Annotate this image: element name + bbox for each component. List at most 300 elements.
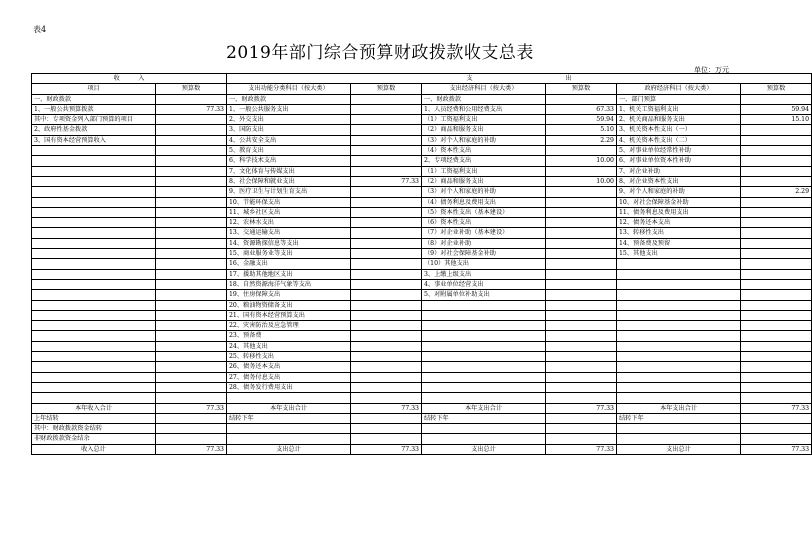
item-name-cell: 10、节能环保支出 (227, 197, 351, 207)
budget-amount-cell (351, 393, 422, 403)
item-name-cell (32, 393, 156, 403)
item-name-cell: （4）资本性支出 (422, 146, 546, 156)
col-header-budget: 预算数 (546, 84, 617, 94)
budget-amount-cell (546, 310, 617, 320)
item-name-cell: 4、公共安全支出 (227, 135, 351, 145)
item-name-cell: 12、债务还本支出 (617, 218, 741, 228)
table-row (32, 207, 812, 217)
budget-amount-cell (741, 238, 812, 248)
item-name-cell (227, 393, 351, 403)
budget-amount-cell (156, 362, 227, 372)
budget-amount-cell (351, 310, 422, 320)
budget-amount-cell (351, 104, 422, 114)
budget-amount-cell (156, 310, 227, 320)
item-name-cell: 一、财政拨款 (227, 94, 351, 104)
item-name-cell: 非财政拨款资金结余 (32, 434, 156, 444)
item-name-cell (32, 146, 156, 156)
item-name-cell: 2、机关商品和服务支出 (617, 115, 741, 125)
table-row (32, 259, 812, 269)
item-name-cell (32, 310, 156, 320)
budget-amount-cell (741, 279, 812, 289)
item-name-cell: 7、对企业补助 (617, 166, 741, 176)
item-name-cell (617, 382, 741, 392)
budget-amount-cell: 59.94 (546, 115, 617, 125)
item-name-cell: 本年支出合计 (617, 403, 741, 413)
item-name-cell (617, 352, 741, 362)
budget-amount-cell (546, 249, 617, 259)
item-name-cell (227, 424, 351, 434)
col-header-budget: 预算数 (156, 84, 227, 94)
item-name-cell: 9、医疗卫生与计划生育支出 (227, 187, 351, 197)
budget-amount-cell: 5.10 (546, 125, 617, 135)
budget-amount-cell (156, 187, 227, 197)
item-name-cell (32, 238, 156, 248)
table-row (32, 228, 812, 238)
budget-amount-cell (741, 135, 812, 145)
table-row (32, 321, 812, 331)
item-name-cell: 14、资源勘探信息等支出 (227, 238, 351, 248)
item-name-cell (32, 341, 156, 351)
item-name-cell (422, 331, 546, 341)
item-name-cell: 15、商业服务业等支出 (227, 249, 351, 259)
budget-amount-cell: 77.33 (156, 104, 227, 114)
table-row (32, 125, 812, 135)
item-name-cell: （10）其他支出 (422, 259, 546, 269)
budget-amount-cell (156, 434, 227, 444)
budget-amount-cell (741, 156, 812, 166)
table-row (32, 352, 812, 362)
budget-amount-cell (741, 269, 812, 279)
budget-amount-cell (351, 413, 422, 423)
budget-amount-cell (546, 197, 617, 207)
budget-amount-cell (156, 269, 227, 279)
budget-amount-cell (351, 424, 422, 434)
item-name-cell (422, 362, 546, 372)
item-name-cell (32, 331, 156, 341)
item-name-cell (617, 424, 741, 434)
item-name-cell: 13、转移性支出 (617, 228, 741, 238)
budget-amount-cell (351, 331, 422, 341)
table-row (32, 362, 812, 372)
budget-amount-cell: 77.33 (741, 444, 812, 454)
budget-amount-cell (546, 146, 617, 156)
item-name-cell: 其中：财政拨款资金结转 (32, 424, 156, 434)
item-name-cell: 11、债务利息及费用支出 (617, 207, 741, 217)
table-row (32, 382, 812, 392)
item-name-cell (617, 259, 741, 269)
table-row (32, 156, 812, 166)
budget-amount-cell (156, 135, 227, 145)
item-name-cell: 5、对事业单位经常性补助 (617, 146, 741, 156)
item-name-cell: （4）债务利息及费用支出 (422, 197, 546, 207)
item-name-cell: 11、城乡社区支出 (227, 207, 351, 217)
item-name-cell (422, 341, 546, 351)
budget-amount-cell (351, 341, 422, 351)
budget-amount-cell (546, 238, 617, 248)
budget-amount-cell (156, 290, 227, 300)
budget-amount-cell (351, 156, 422, 166)
budget-amount-cell (546, 300, 617, 310)
item-name-cell: 1、一般公共预算拨款 (32, 104, 156, 114)
item-name-cell: 2、政府性基金拨款 (32, 125, 156, 135)
item-name-cell: 结转下年 (422, 413, 546, 423)
budget-amount-cell (351, 125, 422, 135)
budget-amount-cell (741, 94, 812, 104)
item-name-cell: 19、住房保障支出 (227, 290, 351, 300)
column-header-row (32, 84, 812, 94)
budget-amount-cell (546, 94, 617, 104)
item-name-cell (32, 382, 156, 392)
table-row (32, 176, 812, 186)
table-row (32, 94, 812, 104)
item-name-cell (617, 290, 741, 300)
item-name-cell: 支出总计 (422, 444, 546, 454)
budget-amount-cell (546, 259, 617, 269)
budget-amount-cell (156, 424, 227, 434)
table-row (32, 104, 812, 114)
item-name-cell: 13、交通运输支出 (227, 228, 351, 238)
budget-amount-cell (351, 352, 422, 362)
budget-amount-cell (546, 341, 617, 351)
budget-amount-cell (741, 300, 812, 310)
budget-amount-cell (741, 382, 812, 392)
item-name-cell (32, 362, 156, 372)
table-row (32, 166, 812, 176)
budget-amount-cell (741, 393, 812, 403)
item-name-cell (422, 434, 546, 444)
budget-amount-cell (741, 259, 812, 269)
item-name-cell (32, 207, 156, 217)
budget-amount-cell (156, 94, 227, 104)
budget-amount-cell (351, 228, 422, 238)
budget-amount-cell (546, 321, 617, 331)
item-name-cell: （6）资本性支出 (422, 218, 546, 228)
item-name-cell (617, 331, 741, 341)
item-name-cell (32, 321, 156, 331)
item-name-cell (32, 187, 156, 197)
item-name-cell: （1）工资福利支出 (422, 166, 546, 176)
budget-amount-cell (741, 146, 812, 156)
item-name-cell: 结转下年 (617, 413, 741, 423)
item-name-cell (32, 197, 156, 207)
item-name-cell: （3）对个人和家庭的补助 (422, 187, 546, 197)
table-row (32, 146, 812, 156)
budget-amount-cell: 59.94 (741, 104, 812, 114)
item-name-cell: 27、债务付息支出 (227, 372, 351, 382)
table-row (32, 331, 812, 341)
item-name-cell: 20、粮油物资储备支出 (227, 300, 351, 310)
budget-amount-cell: 10.00 (546, 176, 617, 186)
table-row (32, 300, 812, 310)
budget-amount-cell: 2.29 (741, 187, 812, 197)
budget-amount-cell (351, 218, 422, 228)
budget-amount-cell (351, 382, 422, 392)
budget-amount-cell: 77.33 (741, 403, 812, 413)
budget-amount-cell (351, 362, 422, 372)
item-name-cell: （2）商品和服务支出 (422, 125, 546, 135)
budget-amount-cell (546, 207, 617, 217)
item-name-cell: 本年收入合计 (32, 403, 156, 413)
item-name-cell: 12、农林水支出 (227, 218, 351, 228)
budget-amount-cell (156, 218, 227, 228)
item-name-cell (617, 310, 741, 320)
item-name-cell (617, 434, 741, 444)
item-name-cell: 3、上缴上级支出 (422, 269, 546, 279)
item-name-cell (227, 434, 351, 444)
budget-amount-cell (156, 321, 227, 331)
item-name-cell: 25、转移性支出 (227, 352, 351, 362)
table-row (32, 197, 812, 207)
budget-amount-cell (351, 290, 422, 300)
col-header-gov: 政府经济科目（按大类） (617, 84, 741, 94)
table-row (32, 290, 812, 300)
item-name-cell (422, 300, 546, 310)
item-name-cell (32, 228, 156, 238)
budget-table (31, 73, 812, 455)
item-name-cell: 上年结转 (32, 413, 156, 423)
item-name-cell: 收入总计 (32, 444, 156, 454)
item-name-cell (617, 269, 741, 279)
item-name-cell (32, 290, 156, 300)
budget-amount-cell (156, 166, 227, 176)
budget-amount-cell (156, 300, 227, 310)
item-name-cell: 3、机关资本性支出（一） (617, 125, 741, 135)
table-row (32, 424, 812, 434)
item-name-cell: 10、对社会保障基金补助 (617, 197, 741, 207)
budget-amount-cell (546, 362, 617, 372)
budget-amount-cell (546, 434, 617, 444)
budget-amount-cell (156, 413, 227, 423)
item-name-cell (422, 382, 546, 392)
budget-amount-cell (741, 125, 812, 135)
section-header-row (32, 74, 812, 84)
budget-amount-cell (741, 228, 812, 238)
table-row (32, 444, 812, 454)
table-row (32, 269, 812, 279)
budget-amount-cell (546, 279, 617, 289)
budget-amount-cell (156, 382, 227, 392)
budget-amount-cell (741, 331, 812, 341)
budget-amount-cell (741, 321, 812, 331)
item-name-cell: 1、机关工资福利支出 (617, 104, 741, 114)
budget-amount-cell (351, 300, 422, 310)
col-header-budget: 预算数 (351, 84, 422, 94)
item-name-cell: 一、部门预算 (617, 94, 741, 104)
item-name-cell: （8）对企业补助 (422, 238, 546, 248)
item-name-cell (32, 166, 156, 176)
table-row (32, 341, 812, 351)
table-row (32, 249, 812, 259)
budget-amount-cell (156, 393, 227, 403)
item-name-cell: 本年支出合计 (422, 403, 546, 413)
budget-amount-cell (546, 331, 617, 341)
budget-amount-cell (351, 197, 422, 207)
budget-amount-cell (546, 187, 617, 197)
table-body (32, 74, 812, 455)
item-name-cell (32, 156, 156, 166)
budget-amount-cell: 77.33 (546, 444, 617, 454)
item-name-cell: （7）对企业补助（基本建设） (422, 228, 546, 238)
item-name-cell: 18、自然资源海洋气象等支出 (227, 279, 351, 289)
budget-amount-cell (741, 249, 812, 259)
item-name-cell: 14、预备费及预留 (617, 238, 741, 248)
expense-header: 支 出 (227, 74, 812, 84)
page-title: 2019年部门综合预算财政拨款收支总表 (226, 43, 534, 63)
budget-amount-cell (351, 434, 422, 444)
item-name-cell: 8、社会保障和就业支出 (227, 176, 351, 186)
budget-amount-cell: 77.33 (156, 403, 227, 413)
budget-amount-cell (741, 341, 812, 351)
table-row (32, 187, 812, 197)
budget-amount-cell: 77.33 (351, 444, 422, 454)
col-header-func: 支出功能分类科目（按大类） (227, 84, 351, 94)
item-name-cell (422, 352, 546, 362)
budget-amount-cell (741, 413, 812, 423)
table-row (32, 413, 812, 423)
col-header-budget: 预算数 (741, 84, 812, 94)
item-name-cell: （9）对社会保障基金补助 (422, 249, 546, 259)
item-name-cell: 6、科学技术支出 (227, 156, 351, 166)
item-name-cell: 3、国防支出 (227, 125, 351, 135)
budget-amount-cell (546, 393, 617, 403)
item-name-cell: 15、其他支出 (617, 249, 741, 259)
item-name-cell (617, 393, 741, 403)
col-header-econ: 支出经济科目（按大类） (422, 84, 546, 94)
item-name-cell: 24、其他支出 (227, 341, 351, 351)
item-name-cell (32, 269, 156, 279)
budget-amount-cell: 67.33 (546, 104, 617, 114)
income-header: 收 入 (32, 74, 227, 84)
budget-amount-cell (156, 331, 227, 341)
budget-amount-cell (156, 238, 227, 248)
item-name-cell (617, 300, 741, 310)
item-name-cell: 4、机关资本性支出（二） (617, 135, 741, 145)
budget-amount-cell (156, 146, 227, 156)
table-row (32, 135, 812, 145)
budget-amount-cell (156, 259, 227, 269)
item-name-cell (32, 259, 156, 269)
budget-amount-cell (741, 424, 812, 434)
item-name-cell (32, 372, 156, 382)
budget-amount-cell (156, 115, 227, 125)
item-name-cell: 6、对事业单位资本性补助 (617, 156, 741, 166)
budget-amount-cell (351, 249, 422, 259)
item-name-cell (617, 321, 741, 331)
budget-amount-cell (741, 310, 812, 320)
budget-amount-cell (351, 187, 422, 197)
item-name-cell: 23、预备费 (227, 331, 351, 341)
budget-amount-cell (741, 290, 812, 300)
budget-amount-cell (741, 197, 812, 207)
item-name-cell: （5）资本性支出（基本建设） (422, 207, 546, 217)
table-row (32, 238, 812, 248)
budget-amount-cell (351, 94, 422, 104)
budget-amount-cell: 77.33 (351, 176, 422, 186)
table-row (32, 393, 812, 403)
table-row (32, 434, 812, 444)
budget-amount-cell (741, 362, 812, 372)
item-name-cell: （3）对个人和家庭的补助 (422, 135, 546, 145)
item-name-cell: 一、财政拨款 (32, 94, 156, 104)
budget-amount-cell (351, 321, 422, 331)
budget-amount-cell (546, 352, 617, 362)
item-name-cell: 3、国有资本经营预算收入 (32, 135, 156, 145)
table-row (32, 218, 812, 228)
item-name-cell: 4、事业单位经营支出 (422, 279, 546, 289)
budget-amount-cell (156, 228, 227, 238)
budget-amount-cell (156, 197, 227, 207)
item-name-cell: 28、债务发行费用支出 (227, 382, 351, 392)
budget-amount-cell (156, 176, 227, 186)
budget-amount-cell: 77.33 (156, 444, 227, 454)
item-name-cell (617, 341, 741, 351)
item-name-cell: 2、专项经费支出 (422, 156, 546, 166)
budget-amount-cell: 10.00 (546, 156, 617, 166)
budget-amount-cell (156, 279, 227, 289)
item-name-cell: 21、国有资本经营预算支出 (227, 310, 351, 320)
budget-amount-cell (741, 352, 812, 362)
item-name-cell: 结转下年 (227, 413, 351, 423)
budget-amount-cell (546, 372, 617, 382)
budget-amount-cell (351, 115, 422, 125)
item-name-cell (32, 176, 156, 186)
budget-amount-cell (351, 135, 422, 145)
budget-amount-cell: 15.10 (741, 115, 812, 125)
unit-label: 单位：万元 (694, 66, 729, 74)
item-name-cell: 1、人员经费和公用经费支出 (422, 104, 546, 114)
budget-amount-cell (546, 228, 617, 238)
item-name-cell: 17、援助其他地区支出 (227, 269, 351, 279)
budget-amount-cell (546, 166, 617, 176)
budget-amount-cell: 2.29 (546, 135, 617, 145)
budget-amount-cell (156, 352, 227, 362)
item-name-cell: 7、文化体育与传媒支出 (227, 166, 351, 176)
budget-amount-cell (741, 218, 812, 228)
budget-amount-cell (546, 413, 617, 423)
item-name-cell (422, 310, 546, 320)
budget-amount-cell (351, 259, 422, 269)
item-name-cell: 5、对附属单位补助支出 (422, 290, 546, 300)
item-name-cell: 22、灾害防治及应急管理 (227, 321, 351, 331)
budget-amount-cell (351, 207, 422, 217)
budget-amount-cell (741, 434, 812, 444)
budget-amount-cell (546, 269, 617, 279)
item-name-cell (32, 352, 156, 362)
table-row (32, 310, 812, 320)
item-name-cell (617, 372, 741, 382)
budget-amount-cell (351, 166, 422, 176)
budget-amount-cell (351, 146, 422, 156)
item-name-cell: 一、财政拨款 (422, 94, 546, 104)
item-name-cell (422, 393, 546, 403)
table-number-label: 表4 (33, 25, 47, 34)
table-row (32, 372, 812, 382)
table-row (32, 403, 812, 413)
budget-amount-cell (351, 279, 422, 289)
budget-amount-cell (546, 424, 617, 434)
item-name-cell (32, 300, 156, 310)
budget-amount-cell (156, 341, 227, 351)
item-name-cell (32, 218, 156, 228)
item-name-cell: 支出总计 (617, 444, 741, 454)
item-name-cell: 26、债务还本支出 (227, 362, 351, 372)
item-name-cell: 2、外交支出 (227, 115, 351, 125)
item-name-cell (422, 424, 546, 434)
budget-amount-cell (351, 238, 422, 248)
budget-amount-cell (351, 269, 422, 279)
budget-amount-cell (546, 382, 617, 392)
item-name-cell (422, 321, 546, 331)
